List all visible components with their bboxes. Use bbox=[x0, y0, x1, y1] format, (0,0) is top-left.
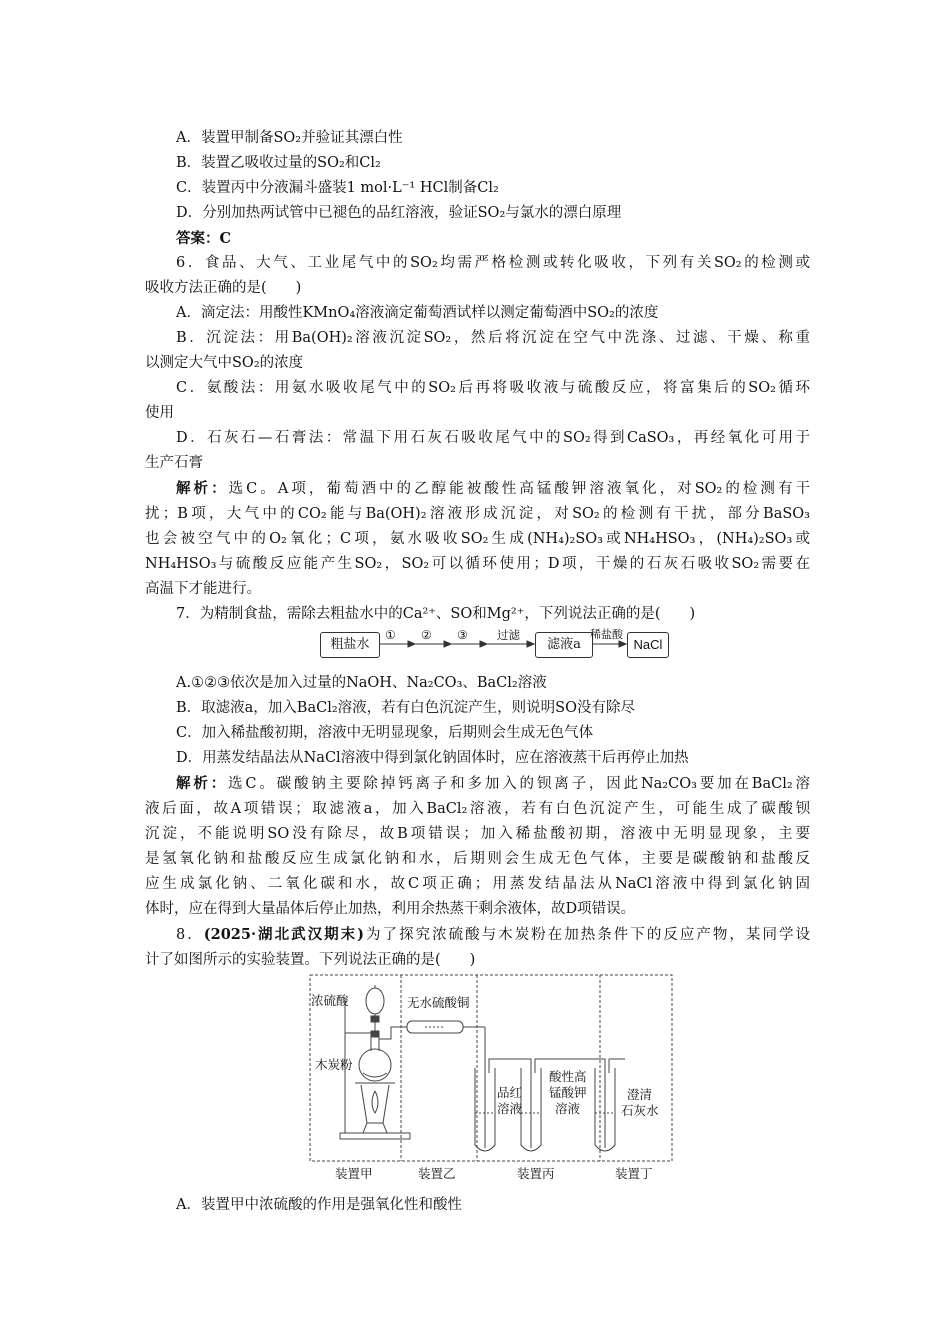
q7-explanation-line2: 液后面，故A项错误；取滤液a，加入BaCl₂溶液，若有白色沉淀产生，可能生成了碳酸钡 bbox=[145, 801, 810, 817]
flow-filter-label: 过滤 bbox=[497, 628, 520, 642]
funnel-stopcock bbox=[371, 1016, 379, 1022]
label-kmno4-3: 溶液 bbox=[555, 1101, 581, 1116]
q6-option-b-line2: 以测定大气中SO₂的浓度 bbox=[145, 355, 304, 371]
q6-explanation-line1 bbox=[145, 476, 810, 502]
flask-body bbox=[359, 1049, 391, 1081]
apparatus-drawing bbox=[145, 973, 810, 1193]
flask-content bbox=[363, 1073, 387, 1077]
q6-explanation-line4: NH₄HSO₃与硫酸反应能产生SO₂，SO₂可以循环使用；D项，干燥的石灰石吸收SO₂需要在 bbox=[145, 556, 810, 572]
flow-arrowhead-3 bbox=[480, 641, 487, 647]
stand-legs bbox=[361, 1085, 389, 1123]
q6-explanation-line5: 高温下才能进行。 bbox=[145, 581, 261, 597]
q6-explanation-line2: 扰；B项，大气中的CO₂能与Ba(OH)₂溶液形成沉淀，对SO₂的检测有干扰，部分BaSO₃ bbox=[145, 506, 810, 522]
q7-option-a: A.①②③依次是加入过量的NaOH、Na₂CO₃、BaCl₂溶液 bbox=[176, 675, 547, 691]
q7-option-d: D．用蒸发结晶法从NaCl溶液中得到氯化钠固体时，应在溶液蒸干后再停止加热 bbox=[176, 750, 689, 766]
q6-option-d-line2: 生产石膏 bbox=[145, 455, 203, 471]
label-fuchsin-1: 品红 bbox=[497, 1085, 523, 1100]
label-anhydrous-cuso4: 无水硫酸铜 bbox=[407, 995, 470, 1010]
flow-step-3: ③ bbox=[457, 628, 468, 642]
q6-explanation-line3: 也会被空气中的O₂氧化；C项，氨水吸收SO₂生成(NH₄)₂SO₃或NH₄HSO₃，(NH₄)₂SO₃或 bbox=[145, 531, 810, 547]
q7-explanation-line6: 体时，应在得到大量晶体后停止加热，利用余热蒸干剩余液体，故D项错误。 bbox=[145, 901, 636, 917]
q8-apparatus-figure bbox=[145, 973, 810, 1193]
flow-filtrate-box: 滤液a bbox=[535, 632, 593, 658]
document-page bbox=[145, 126, 810, 1218]
q6-option-a: A．滴定法：用酸性KMnO₄溶液滴定葡萄酒试样以测定葡萄酒中SO₂的浓度 bbox=[176, 305, 659, 321]
q8-option-a: A．装置甲中浓硫酸的作用是强氧化性和酸性 bbox=[176, 1197, 462, 1213]
flow-nacl-box: NaCl bbox=[627, 632, 669, 658]
q6-option-c-line2: 使用 bbox=[145, 405, 174, 421]
q8-number: 8． bbox=[176, 927, 204, 943]
label-limewater-1: 澄清 bbox=[627, 1087, 653, 1102]
label-device-yi: 装置乙 bbox=[418, 1166, 456, 1181]
flow-acid-label: 稀盐酸 bbox=[590, 628, 623, 641]
q7-explanation-line5: 应生成氯化钠、二氧化碳和水，故C项正确；用蒸发结晶法从NaCl溶液中得到氯化钠固 bbox=[145, 876, 810, 892]
q7-option-c: C．加入稀盐酸初期，溶液中无明显现象，后期则会生成无色气体 bbox=[176, 725, 594, 741]
label-conc-sulfuric-acid: 浓硫酸 bbox=[311, 993, 349, 1008]
q8-stem-line2: 计了如图所示的实验装置。下列说法正确的是( ) bbox=[145, 952, 476, 968]
q6-stem-line1: 6．食品、大气、工业尾气中的SO₂均需严格检测或转化吸收，下列有关SO₂的检测或 bbox=[176, 255, 810, 271]
label-fuchsin-2: 溶液 bbox=[497, 1101, 523, 1116]
label-kmno4-2: 锰酸钾 bbox=[549, 1085, 587, 1100]
q7-flowchart bbox=[145, 627, 810, 671]
burner bbox=[363, 1123, 387, 1133]
funnel-bulb bbox=[366, 988, 384, 1014]
q5-option-a: A．装置甲制备SO₂并验证其漂白性 bbox=[176, 130, 403, 146]
label-device-ding: 装置丁 bbox=[615, 1166, 653, 1181]
flow-arrowhead-2 bbox=[444, 641, 451, 647]
flow-step-1: ① bbox=[385, 628, 396, 642]
q5-option-c: C．装置丙中分液漏斗盛装1 mol·L⁻¹ HCl制备Cl₂ bbox=[176, 180, 499, 196]
flask-stopper bbox=[371, 1031, 379, 1037]
label-device-jia: 装置甲 bbox=[335, 1166, 373, 1181]
flow-arrowhead-4 bbox=[527, 641, 534, 647]
q8-source: (2025·湖北武汉期末) bbox=[203, 926, 365, 943]
q6-option-c-line1: C．氨酸法：用氨水吸收尾气中的SO₂后再将吸收液与硫酸反应，将富集后的SO₂循环 bbox=[176, 380, 810, 396]
stand-base bbox=[340, 1133, 410, 1139]
q7-explanation-text: 选C。碳酸钠主要除掉钙离子和多加入的钡离子，因此Na₂CO₃要加在BaCl₂溶 bbox=[228, 776, 810, 792]
q8-stem-line1 bbox=[145, 922, 810, 948]
delivery-tube-1 bbox=[379, 1027, 407, 1039]
label-limewater-2: 石灰水 bbox=[621, 1103, 659, 1118]
q6-option-b-line1: B．沉淀法：用Ba(OH)₂溶液沉淀SO₂，然后将沉淀在空气中洗涤、过滤、干燥、称重 bbox=[176, 330, 810, 346]
q7-stem: 7．为精制食盐，需除去粗盐水中的Ca²⁺、SO和Mg²⁺，下列说法正确的是( ) bbox=[176, 606, 696, 622]
q7-explanation-line3: 沉淀，不能说明SO没有除尽，故B项错误；加入稀盐酸初期，溶液中无明显现象，主要 bbox=[145, 826, 810, 842]
q8-stem-text: 为了探究浓硫酸与木炭粉在加热条件下的反应产物，某同学设 bbox=[364, 927, 810, 943]
q6-option-d-line1: D．石灰石—石膏法：常温下用石灰石吸收尾气中的SO₂得到CaSO₃，再经氧化可用于 bbox=[176, 430, 810, 446]
q7-option-b: B．取滤液a，加入BaCl₂溶液，若有白色沉淀产生，则说明SO没有除尽 bbox=[176, 700, 635, 716]
flow-arrows bbox=[145, 627, 810, 671]
flow-crude-brine-box: 粗盐水 bbox=[320, 632, 380, 658]
label-kmno4-1: 酸性高 bbox=[549, 1069, 587, 1084]
q7-explanation-label: 解析： bbox=[176, 775, 229, 792]
flame bbox=[372, 1091, 378, 1113]
q6-explanation-label: 解析： bbox=[176, 480, 229, 497]
label-device-bing: 装置丙 bbox=[517, 1166, 555, 1181]
q5-answer: 答案：C bbox=[176, 230, 232, 247]
q6-stem-line2: 吸收方法正确的是( ) bbox=[145, 280, 302, 296]
q5-option-d: D．分别加热两试管中已褪色的品红溶液，验证SO₂与氯水的漂白原理 bbox=[176, 205, 622, 221]
q7-explanation-line4: 是氢氧化钠和盐酸反应生成氯化钠和水，后期则会生成无色气体，主要是碳酸钠和盐酸反 bbox=[145, 851, 810, 867]
q6-explanation-text: 选C。A项，葡萄酒中的乙醇能被酸性高锰酸钾溶液氧化，对SO₂的检测有干 bbox=[228, 481, 811, 497]
q7-explanation-line1 bbox=[145, 771, 810, 797]
q5-option-b: B．装置乙吸收过量的SO₂和Cl₂ bbox=[176, 155, 381, 171]
label-charcoal-powder: 木炭粉 bbox=[315, 1057, 353, 1072]
flow-step-2: ② bbox=[421, 628, 432, 642]
flow-arrowhead-1 bbox=[408, 641, 415, 647]
